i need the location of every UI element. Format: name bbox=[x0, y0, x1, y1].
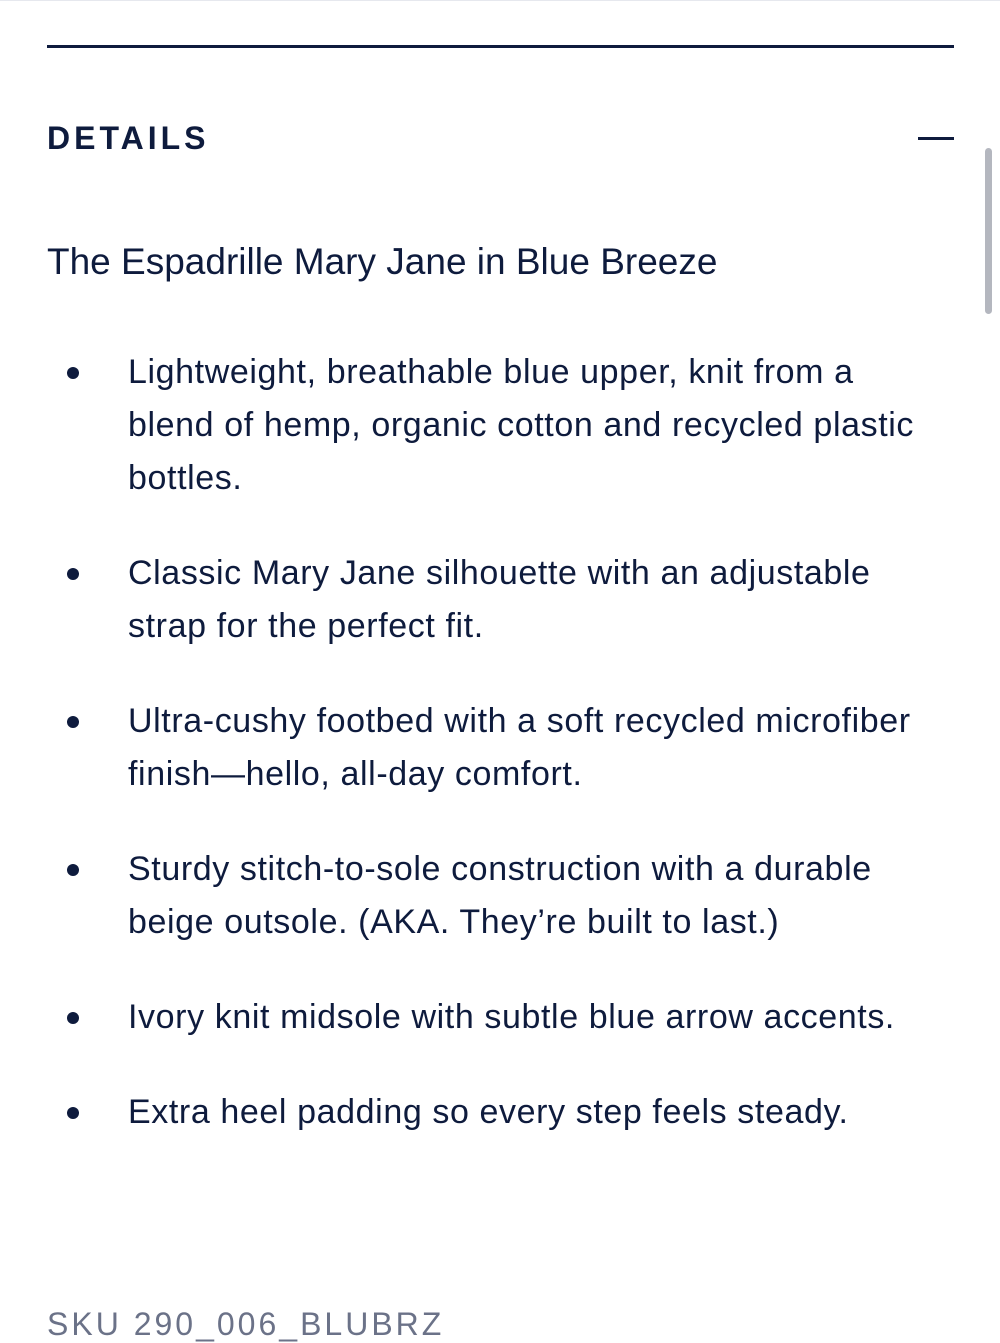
list-item: Ultra-cushy footbed with a soft recycled microfiber finish—hello, all-day comfort. bbox=[47, 695, 947, 801]
section-divider bbox=[47, 45, 954, 48]
details-bullet-list bbox=[47, 346, 947, 1181]
list-item: Classic Mary Jane silhouette with an adjustable strap for the perfect fit. bbox=[47, 547, 947, 653]
sku-label: SKU 290_006_BLUBRZ bbox=[47, 1306, 445, 1342]
scrollbar-thumb[interactable] bbox=[985, 148, 992, 314]
list-item: Lightweight, breathable blue upper, knit from a blend of hemp, organic cotton and recycled plastic bottles. bbox=[47, 346, 947, 505]
top-hairline bbox=[0, 0, 1000, 1]
list-item: Sturdy stitch-to-sole construction with a durable beige outsole. (AKA. They’re built to last.) bbox=[47, 843, 947, 949]
product-name: The Espadrille Mary Jane in Blue Breeze bbox=[47, 241, 718, 282]
details-accordion-header[interactable] bbox=[47, 100, 954, 176]
list-item: Extra heel padding so every step feels steady. bbox=[47, 1086, 947, 1139]
minus-icon[interactable] bbox=[916, 118, 956, 158]
details-section-title: DETAILS bbox=[47, 119, 210, 156]
list-item: Ivory knit midsole with subtle blue arrow accents. bbox=[47, 991, 947, 1044]
